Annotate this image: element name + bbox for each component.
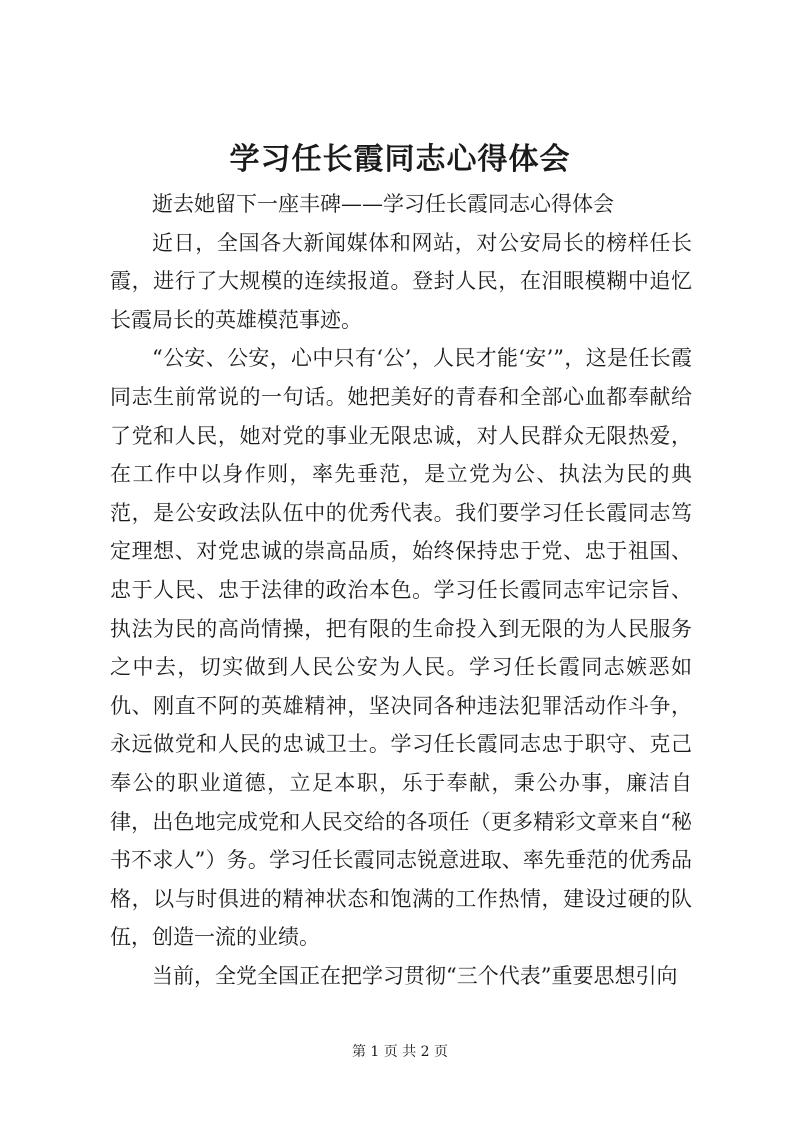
paragraph: 近日，全国各大新闻媒体和网站，对公安局长的榜样任长霞，进行了大规模的连续报道。登封人民，在泪眼模糊中追忆长霞局长的英雄模范事迹。: [110, 230, 692, 332]
document-body: [110, 185, 692, 995]
paragraph-subtitle: 逝去她留下一座丰碑——学习任长霞同志心得体会: [152, 192, 614, 216]
page-number-footer: 第 1 页 共 2 页: [351, 1044, 449, 1060]
paragraph: “公安、公安，心中只有‘公’，人民才能‘安’”，这是任长霞同志生前常说的一句话。她把美好的青春和全部心血都奉献给了党和人民，她对党的事业无限忠诚，对人民群众无限热爱，在工作中以身作则，率先垂范，是立党为公、执法为民的典范，是公安政法队伍中的优秀代表。我们要学习任长霞同志笃定理想、对党忠诚的崇高品质，始终保持忠于党、忠于祖国、忠于人民、忠于法律的政治本色。学习任长霞同志牢记宗旨、执法为民的高尚情操，把有限的生命投入到无限的为人民服务之中去，切实做到人民公安为人民。学习任长霞同志嫉恶如仇、刚直不阿的英雄精神，坚决同各种违法犯罪活动作斗争，永远做党和人民的忠诚卫士。学习任长霞同志忠于职守、克己奉公的职业道德，立足本职，乐于奉献，秉公办事，廉洁自律，出色地完成党和人民交给的各项任（更多精彩文章来自“秘书不求人”）务。学习任长霞同志锐意进取、率先垂范的优秀品格，以与时俱进的精神状态和饱满的工作热情，建设过硬的队伍，创造一流的业绩。: [110, 346, 692, 950]
document-title: 学习任长霞同志心得体会: [229, 142, 571, 177]
paragraph: 当前，全党全国正在把学习贯彻“三个代表”重要思想引向: [152, 963, 678, 988]
